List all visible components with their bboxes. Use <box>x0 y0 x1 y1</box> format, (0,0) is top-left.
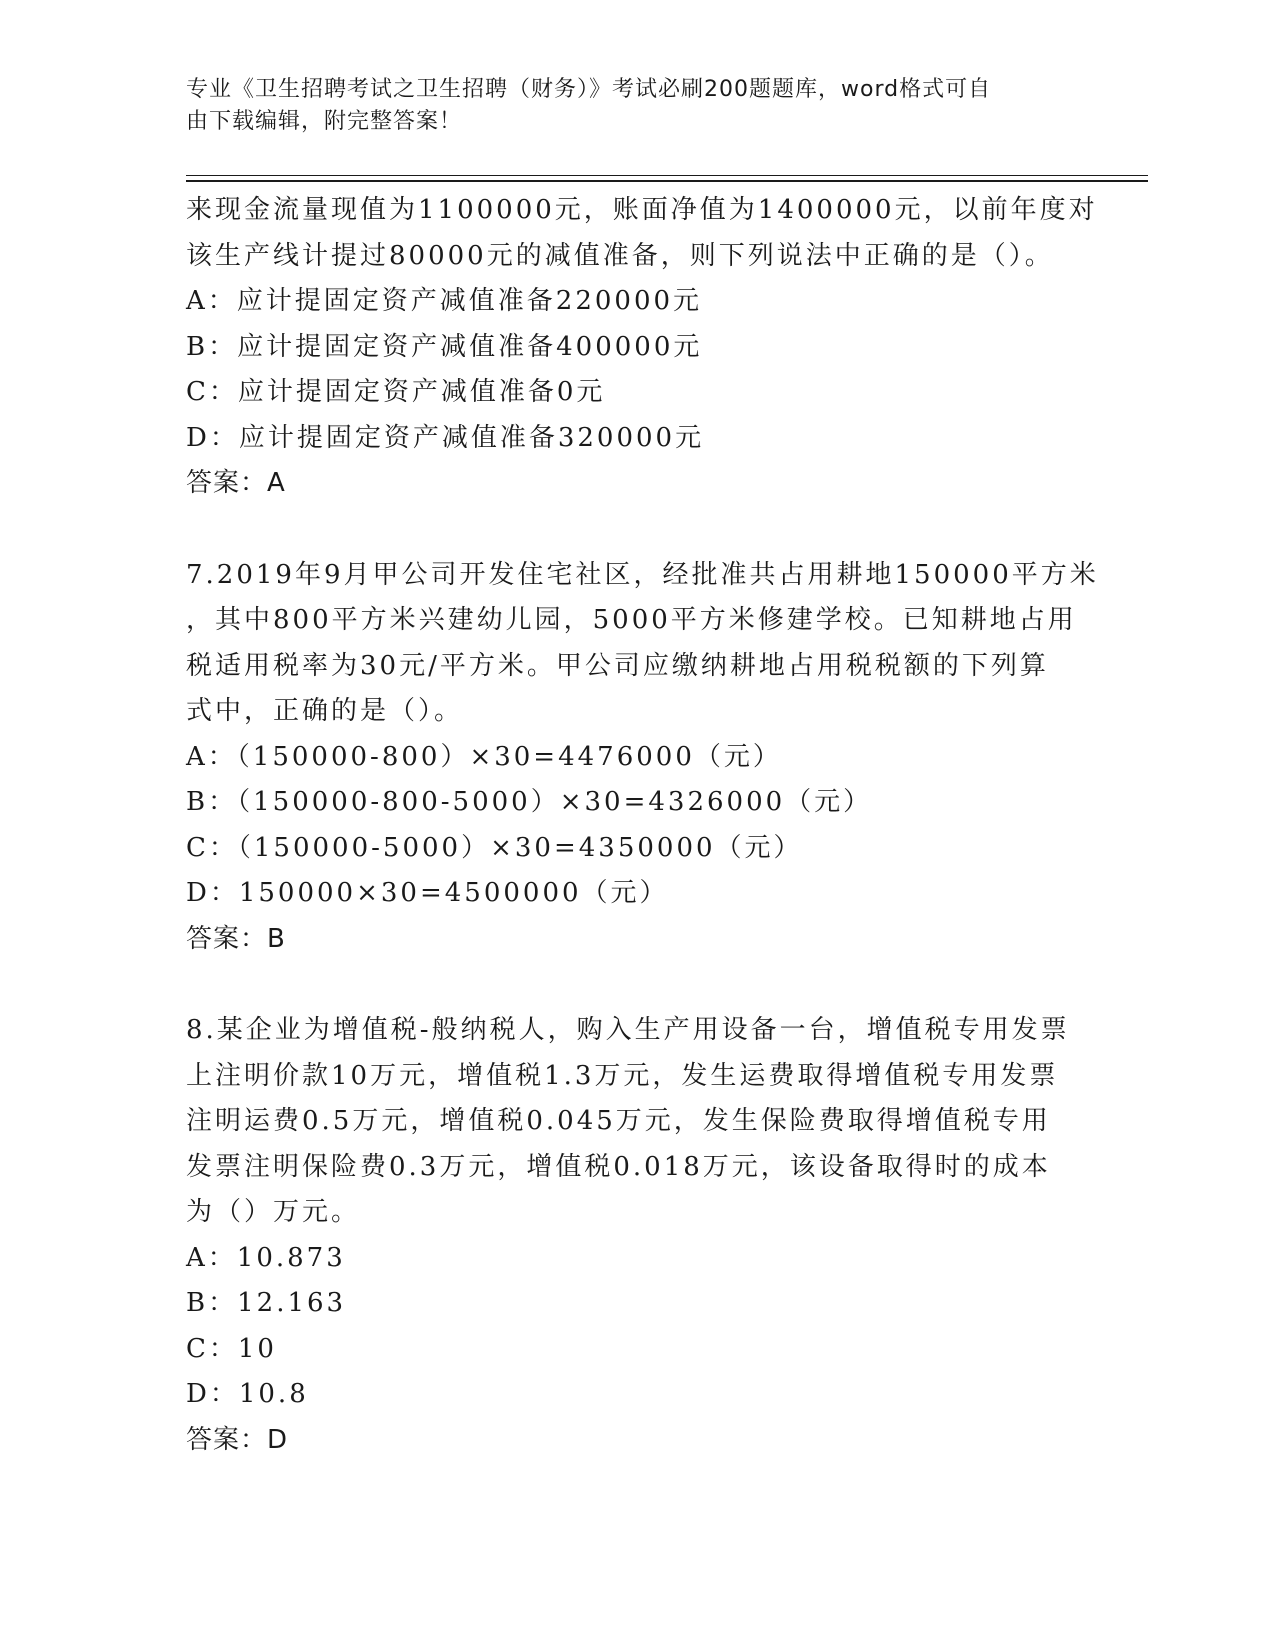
header-divider-thick <box>186 180 1148 182</box>
option-b: B：应计提固定资产减值准备400000元 <box>186 331 703 362</box>
question-8 <box>186 1008 1086 1463</box>
question-stem-line: 注明运费0.5万元，增值税0.045万元，发生保险费取得增值税专用 <box>186 1106 1051 1136</box>
question-7 <box>186 553 1099 963</box>
header-title-line-2: 由下载编辑，附完整答案！ <box>186 109 463 134</box>
option-c: C：10 <box>186 1333 277 1364</box>
question-spacer <box>186 962 1086 1008</box>
answer-line: 答案：D <box>186 1424 289 1455</box>
document-header <box>186 74 1066 138</box>
option-d: D：应计提固定资产减值准备320000元 <box>186 422 705 453</box>
question-stem-line: 发票注明保险费0.3万元，增值税0.018万元，该设备取得时的成本 <box>186 1151 1051 1182</box>
header-title-line-1: 专业《卫生招聘考试之卫生招聘（财务）》考试必刷200题题库，word格式可自 <box>186 77 992 102</box>
question-stem-line: ，其中800平方米兴建幼儿园，5000平方米修建学校。已知耕地占用 <box>186 605 1077 635</box>
question-6 <box>186 188 1098 507</box>
question-spacer <box>186 507 1086 553</box>
document-body <box>186 188 1099 1463</box>
question-stem-line: 为（）万元。 <box>186 1197 361 1227</box>
question-stem-line: 式中，正确的是（）。 <box>186 696 464 726</box>
option-c: C：（150000-5000）×30=4350000（元） <box>186 832 803 863</box>
option-a: A：10.873 <box>186 1242 346 1273</box>
question-stem-line: 该生产线计提过80000元的减值准备，则下列说法中正确的是（）。 <box>186 240 1054 271</box>
option-d: D：150000×30=4500000（元） <box>186 878 669 908</box>
answer-line: 答案：B <box>186 923 286 954</box>
header-divider-thin <box>186 175 1148 176</box>
question-stem-line: 8.某企业为增值税-般纳税人，购入生产用设备一台，增值税专用发票 <box>186 1015 1070 1045</box>
question-stem-line: 上注明价款10万元，增值税1.3万元，发生运费取得增值税专用发票 <box>186 1060 1059 1091</box>
question-stem-line: 税适用税率为30元/平方米。甲公司应缴纳耕地占用税税额的下列算 <box>186 650 1049 681</box>
option-a: A：（150000-800）×30=4476000（元） <box>186 741 782 772</box>
option-c: C：应计提固定资产减值准备0元 <box>186 377 606 407</box>
answer-line: 答案：A <box>186 468 286 498</box>
option-d: D：10.8 <box>186 1379 309 1409</box>
option-b: B：（150000-800-5000）×30=4326000（元） <box>186 787 873 817</box>
question-stem-line: 来现金流量现值为1100000元，账面净值为1400000元，以前年度对 <box>186 195 1098 225</box>
option-a: A：应计提固定资产减值准备220000元 <box>186 286 703 316</box>
question-stem-line: 7.2019年9月甲公司开发住宅社区，经批准共占用耕地150000平方米 <box>186 559 1099 590</box>
option-b: B：12.163 <box>186 1288 347 1318</box>
